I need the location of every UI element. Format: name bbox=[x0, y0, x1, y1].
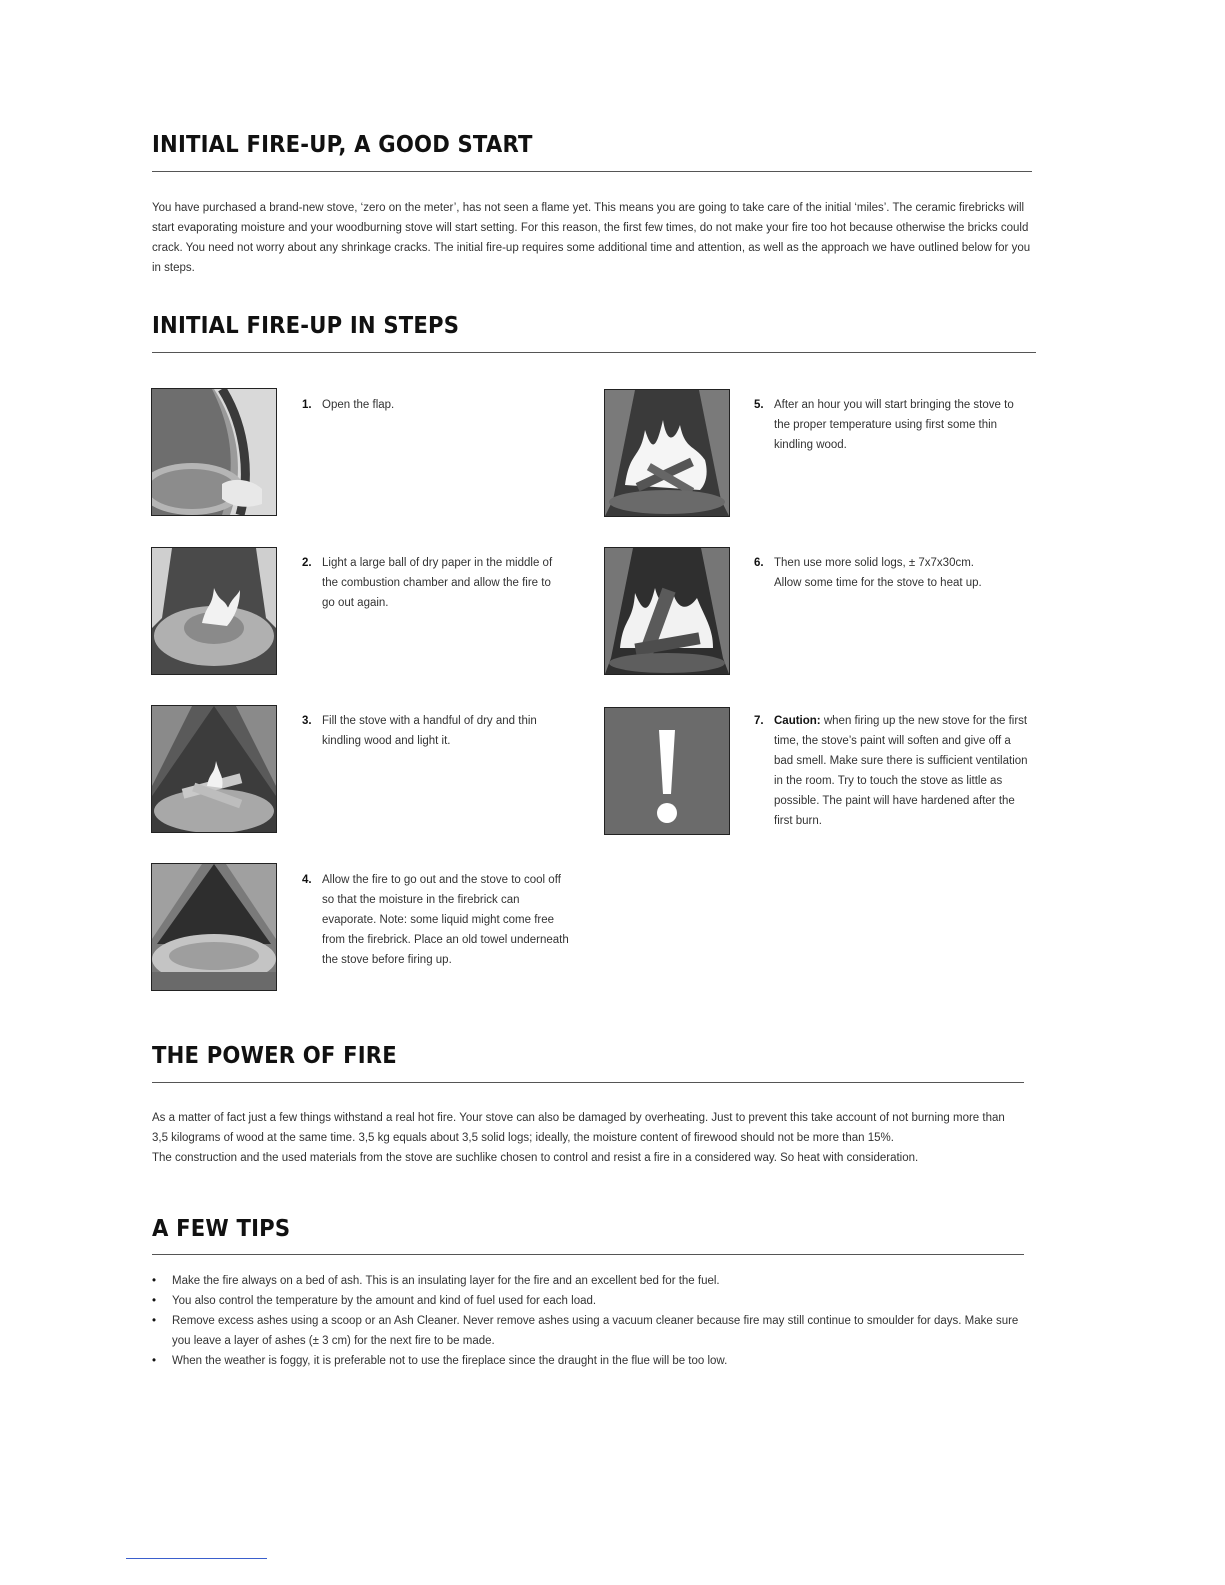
heading-initial-fire-up: INITIAL FIRE-UP, A GOOD START bbox=[152, 132, 533, 158]
step-6-photo bbox=[604, 547, 730, 675]
step-text bbox=[774, 711, 1028, 831]
list-item: • When the weather is foggy, it is preferable not to use the fireplace since the draught in the flue will be too low. bbox=[152, 1351, 1032, 1371]
step-number: 1. bbox=[302, 399, 312, 411]
list-item: • You also control the temperature by the amount and kind of fuel used for each load. bbox=[152, 1291, 1032, 1311]
divider bbox=[152, 171, 1032, 172]
divider bbox=[152, 352, 1036, 353]
step-text: Open the flap. bbox=[322, 399, 395, 411]
step-number: 4. bbox=[302, 874, 312, 886]
heading-power-of-fire: THE POWER OF FIRE bbox=[152, 1043, 397, 1069]
step-3-photo bbox=[151, 705, 277, 833]
step-number: 7. bbox=[754, 715, 764, 727]
caution-text: when firing up the new stove for the first time, the stove’s paint will soften and give off a bad smell. Make sure there is sufficient ventilation in the room. Try to touch the stove as little as possible. The paint will have hardened after the first burn. bbox=[774, 715, 1028, 827]
step-text: Light a large ball of dry paper in the middle of the combustion chamber and allow the fire to go out again. bbox=[322, 557, 553, 609]
exclamation-icon bbox=[605, 708, 729, 834]
footer-link-underline bbox=[126, 1558, 267, 1559]
divider bbox=[152, 1082, 1024, 1083]
caution-label: Caution: bbox=[774, 715, 821, 727]
step-number: 2. bbox=[302, 557, 312, 569]
power-paragraph: As a matter of fact just a few things withstand a real hot fire. Your stove can also be damaged by overheating. Just to prevent this take account of not burning more than 3,5 kilograms of wood at the same time. 3,5 kg equals about 3,5 solid logs; ideally, the moisture content of firewood should not be more than 15%. bbox=[152, 1112, 1005, 1144]
step-number: 3. bbox=[302, 715, 312, 727]
step-text: Fill the stove with a handful of dry and thin kindling wood and light it. bbox=[322, 715, 537, 747]
step-text: After an hour you will start bringing the stove to the proper temperature using first some thin kindling wood. bbox=[774, 399, 1014, 451]
step-7-caution-box bbox=[604, 707, 730, 835]
step-number: 5. bbox=[754, 399, 764, 411]
power-paragraph-2: The construction and the used materials from the stove are suchlike chosen to control and resist a fire in a considered way. So heat with consideration. bbox=[152, 1152, 919, 1164]
step-1-photo bbox=[151, 388, 277, 516]
tips-list bbox=[152, 1271, 1032, 1371]
step-5-photo bbox=[604, 389, 730, 517]
intro-paragraph: You have purchased a brand-new stove, ‘zero on the meter’, has not seen a flame yet. This means you are going to take care of the initial ‘miles’. The ceramic firebricks will start evaporating moisture and your woodburning stove will start setting. For this reason, the first few times, do not make your fire too hot because otherwise the bricks could crack. You need not worry about any shrinkage cracks. The initial fire-up requires some additional time and attention, as well as the approach we have outlined below for you in steps. bbox=[152, 202, 1031, 274]
heading-few-tips: A FEW TIPS bbox=[152, 1216, 291, 1242]
step-2-photo bbox=[151, 547, 277, 675]
list-item: • Remove excess ashes using a scoop or an Ash Cleaner. Never remove ashes using a vacuum cleaner because fire may still continue to smoulder for days. Make sure you leave a layer of ashes (± 3 cm) for the next fire to be made. bbox=[152, 1311, 1032, 1351]
step-text: Then use more solid logs, ± 7x7x30cm. Allow some time for the stove to heat up. bbox=[774, 557, 982, 589]
list-item: • Make the fire always on a bed of ash. This is an insulating layer for the fire and an excellent bed for the fuel. bbox=[152, 1271, 1032, 1291]
step-number: 6. bbox=[754, 557, 764, 569]
step-text: Allow the fire to go out and the stove to cool off so that the moisture in the firebrick can evaporate. Note: some liquid might come free from the firebrick. Place an old towel underneath the stove before firing up. bbox=[322, 874, 569, 966]
divider bbox=[152, 1254, 1024, 1255]
step-4-photo bbox=[151, 863, 277, 991]
heading-steps: INITIAL FIRE-UP IN STEPS bbox=[152, 313, 460, 339]
